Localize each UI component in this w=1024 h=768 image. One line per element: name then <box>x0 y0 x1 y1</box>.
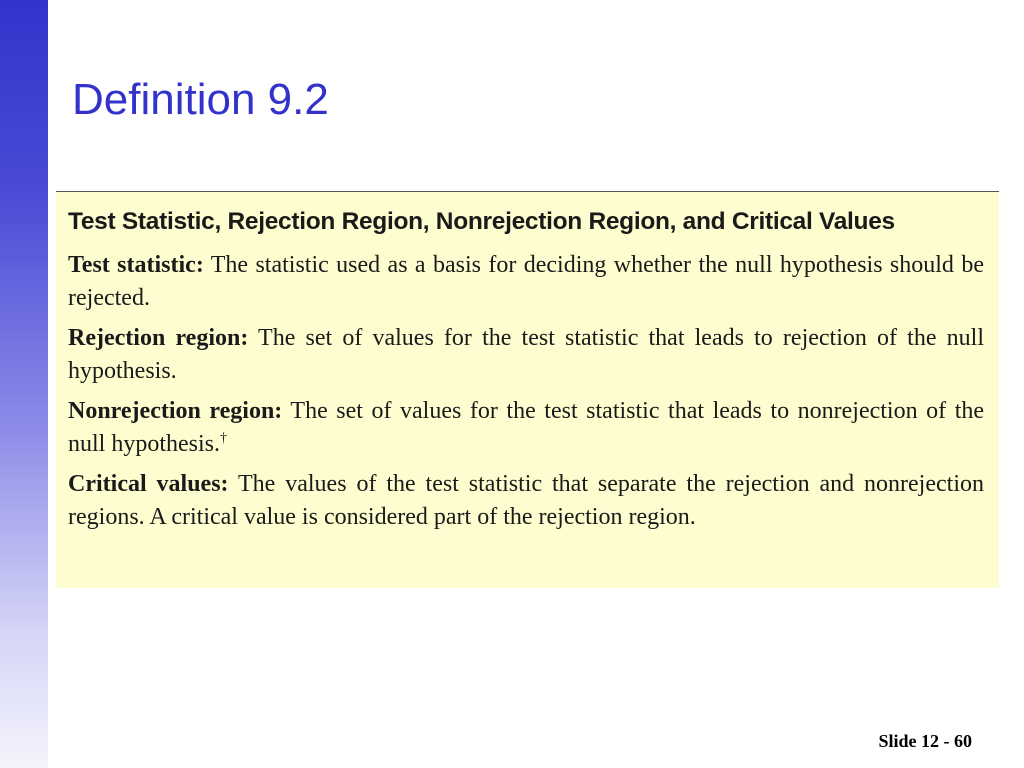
footnote-dagger-mark: † <box>220 431 228 446</box>
term-test-statistic: Test statistic: <box>68 252 204 278</box>
definition-heading: Test Statistic, Rejection Region, Nonrejection Region, and Critical Values <box>68 208 895 235</box>
term-rejection-region: Rejection region: <box>68 325 249 351</box>
definition-entry-critical-values <box>68 468 984 534</box>
definition-entry-test-statistic <box>68 249 984 315</box>
definition-entry-rejection-region <box>68 322 984 388</box>
slide-number: Slide 12 - 60 <box>878 731 972 751</box>
slide-title: Definition 9.2 <box>72 75 329 124</box>
definition-text-rejection-region: The set of values for the test statistic that leads to rejection of the null hypothesis. <box>68 325 984 384</box>
term-nonrejection-region: Nonrejection region: <box>68 398 283 424</box>
definition-text-test-statistic: The statistic used as a basis for deciding whether the null hypothesis should be rejected. <box>68 252 984 311</box>
term-critical-values: Critical values: <box>68 471 229 497</box>
definition-text-nonrejection-region: The set of values for the test statistic that leads to nonrejection of the null hypothesis. <box>68 398 985 457</box>
definition-entry-nonrejection-region <box>68 395 984 461</box>
definition-box <box>56 191 999 588</box>
left-accent-bar <box>0 0 48 768</box>
definition-text-critical-values: The values of the test statistic that separate the rejection and nonrejection regions. A critical value is considered part of the rejection region. <box>68 471 984 530</box>
